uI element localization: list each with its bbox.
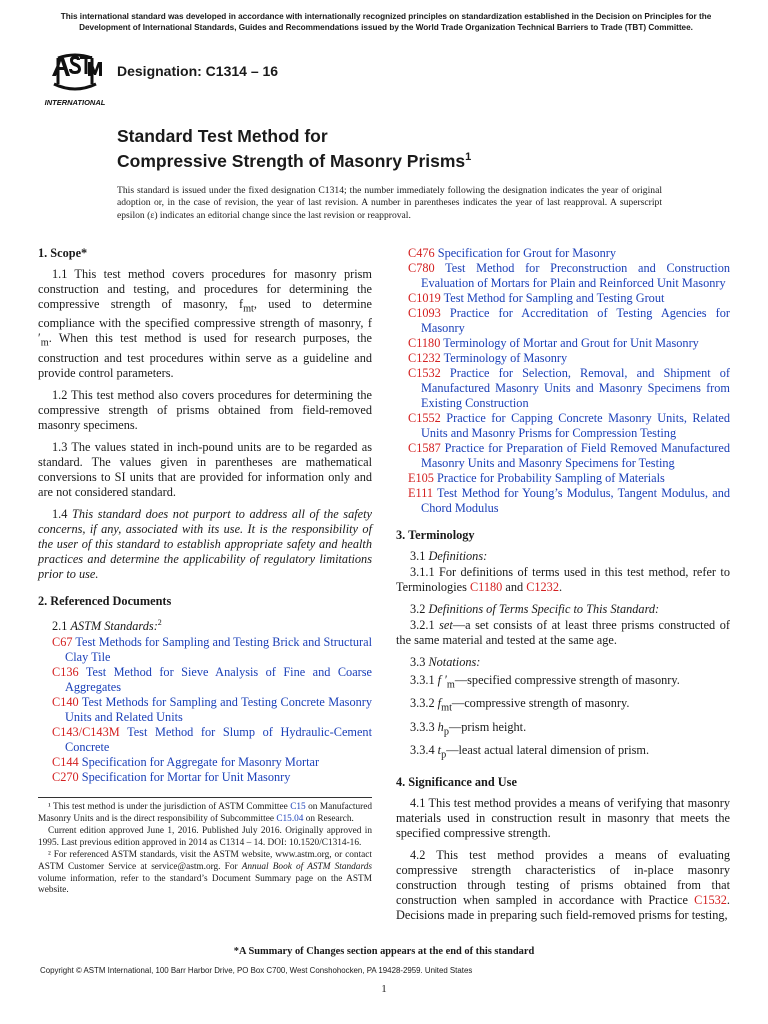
subscript: p — [443, 726, 449, 738]
notation-item — [396, 696, 730, 715]
notation-item — [396, 673, 730, 692]
footnotes — [38, 797, 372, 898]
reference-item[interactable] — [408, 291, 730, 306]
scope-1-4-text: This standard does not purport to address all of the safety concerns, if any, associated with its use. It is the responsibility of the user of this standard to establish appropriate safety and health practices and determine the applicability of regulatory limitations prior to use. — [38, 506, 372, 581]
reference-code[interactable]: E105 — [408, 471, 434, 485]
reference-code[interactable]: C1552 — [408, 411, 441, 425]
footnote-text: on Manufactured Masonry Units and is the direct responsibility of Subcommittee — [38, 802, 372, 824]
summary-of-changes-note: *A Summary of Changes section appears at the end of this standard — [233, 946, 535, 957]
page-number: 1 — [381, 983, 387, 995]
reference-code[interactable]: C136 — [52, 665, 79, 679]
reference-title[interactable]: Test Method for Sieve Analysis of Fine and Coarse Aggregates — [65, 665, 372, 694]
reference-code[interactable]: C780 — [408, 261, 435, 275]
paragraph-text: . Decisions made in preparing such field-removed prisms for testing, — [396, 892, 730, 922]
definition: —compressive strength of masonry. — [451, 696, 630, 711]
paragraph-text: and — [502, 580, 527, 594]
reference-item[interactable] — [52, 635, 372, 665]
section-number: 3.3.3 — [410, 719, 438, 734]
definition: —prism height. — [448, 719, 527, 734]
reference-code[interactable]: C1180 — [408, 336, 441, 350]
reference-title[interactable]: Practice for Accreditation of Testing Agencies for Masonry — [421, 306, 730, 335]
scope-1-1-text-c: . When this test method is used for research purposes, the construction and test procedures within serve as a guideline and provide control parameters. — [38, 331, 372, 380]
reference-title[interactable]: Terminology of Mortar and Grout for Unit Masonry — [440, 336, 699, 350]
subscript: m — [40, 337, 49, 349]
subscript: p — [441, 749, 447, 761]
title-line-1: Standard Test Method for — [117, 126, 328, 146]
reference-title[interactable]: Test Method for Sampling and Testing Grout — [440, 291, 665, 305]
reference-title[interactable]: Test Method for Preconstruction and Construction Evaluation of Mortars for Plain and Reinforced Unit Masonry — [421, 261, 730, 290]
scope-heading: 1. Scope* — [38, 246, 88, 260]
reference-code[interactable]: C1093 — [408, 306, 441, 320]
reference-item[interactable] — [408, 486, 730, 516]
scope-1-1 — [38, 267, 372, 381]
reference-list-left — [38, 635, 372, 785]
term: set — [439, 618, 453, 632]
issue-note: This standard is issued under the fixed designation C1314; the number immediately following the designation indicates the year of original adoption or, in the case of revision, the year of last revision. A number in parentheses indicates the year of last reapproval. A superscript epsilon (ε) indicates an editorial change since the last revision or reapproval. — [117, 185, 662, 221]
reference-title[interactable]: Specification for Mortar for Unit Masonry — [78, 770, 291, 784]
reference-code[interactable]: C67 — [52, 635, 73, 649]
symbol: h — [437, 719, 444, 734]
section-number: 3.3 — [410, 655, 429, 669]
symbol: f ′ — [437, 673, 447, 687]
significance-4-1: 4.1 This test method provides a means of verifying that masonry materials used in construction result in masonry that meets the specified compressive strength. — [396, 795, 730, 840]
title-footnote-mark: 1 — [465, 151, 472, 163]
scope-1-2: 1.2 This test method also covers procedures for determining the compressive strength of prisms obtained from field-removed masonry specimens. — [38, 387, 372, 432]
definition: —specified compressive strength of masonry. — [454, 673, 680, 687]
committee-link[interactable]: C15 — [290, 802, 306, 812]
reference-title[interactable]: Practice for Capping Concrete Masonry Units, Related Units and Masonry Prisms for Compression Testing — [421, 411, 730, 440]
international-standard-notice: This international standard was developed in accordance with internationally recognized principles on standardization established in the Decision on Principles for the Development of International Standards, Guides and Recommendations issued by the World Trade Organization Technical Barriers to Trade (TBT) Committee. — [60, 12, 712, 32]
section-number: 3.1 — [410, 549, 429, 563]
terminology-3-1-1 — [396, 565, 730, 595]
reference-code[interactable]: C1532 — [694, 892, 727, 907]
section-number: 3.3.1 — [410, 673, 438, 687]
footnote-1 — [38, 802, 372, 825]
reference-code[interactable]: C1232 — [408, 351, 441, 365]
symbol: t — [437, 743, 442, 758]
definition: —a set consists of at least three prisms constructed of the same material and tested at the same age. — [396, 618, 730, 647]
terminology-heading: 3. Terminology — [396, 528, 475, 542]
reference-item[interactable] — [408, 336, 730, 351]
paragraph-text: . — [558, 580, 563, 594]
reference-title[interactable]: Specification for Grout for Masonry — [434, 246, 616, 260]
reference-item[interactable] — [408, 261, 730, 291]
references-heading: 2. Referenced Documents — [38, 593, 172, 608]
section-number: 3.2.1 — [410, 618, 440, 632]
terminology-3-1 — [396, 549, 730, 564]
scope-1-1-text-b: , used to determine compliance with the specified compressive strength of masonry, f ′ — [38, 297, 372, 346]
paragraph-text: 4.2 This test method provides a means of evaluating compressive strength characteristics of in-place masonry construction through testing of prisms obtained from that construction when sampled in accordance with Practice — [396, 847, 730, 907]
reference-list-right — [396, 246, 730, 516]
footnote-mark: 2 — [157, 617, 162, 627]
terminology-3-3 — [396, 655, 730, 670]
subheading-text: ASTM Standards: — [70, 619, 158, 633]
footnote-text: on Research. — [303, 813, 354, 824]
section-title: Definitions of Terms Specific to This Standard: — [428, 602, 660, 616]
logo-text: INTERNATIONAL — [44, 98, 106, 107]
astm-logo-icon — [40, 50, 110, 108]
reference-item[interactable] — [52, 695, 372, 725]
reference-item[interactable] — [52, 755, 372, 770]
reference-code[interactable]: C476 — [408, 246, 435, 260]
title-text: Compressive Strength of Masonry Prisms — [117, 150, 466, 171]
terminology-3-2 — [396, 602, 730, 617]
subscript: mt — [243, 303, 254, 315]
paragraph-text: 3.1.1 For definitions of terms used in this test method, refer to Terminologies — [396, 565, 730, 594]
reference-title[interactable]: Test Methods for Sampling and Testing Brick and Structural Clay Tile — [65, 635, 372, 664]
scope-1-1-text-a: 1.1 This test method covers procedures for masonry prism construction and testing, and procedures for determining the compressive strength of masonry, f — [38, 267, 372, 311]
reference-title[interactable]: Test Methods for Sampling and Testing Concrete Masonry Units and Related Units — [65, 695, 372, 724]
astm-standards-subheading — [38, 615, 372, 634]
subscript: m — [446, 679, 455, 691]
reference-item[interactable] — [408, 366, 730, 411]
scope-1-4-number: 1.4 — [52, 506, 72, 521]
reference-title[interactable]: Test Method for Young’s Modulus, Tangent Modulus, and Chord Modulus — [421, 486, 730, 515]
reference-item[interactable] — [408, 471, 730, 486]
reference-title[interactable]: Practice for Preparation of Field Removed Manufactured Masonry Units and Masonry Specimens for Testing — [421, 441, 730, 470]
reference-title[interactable]: Terminology of Masonry — [440, 351, 568, 365]
reference-item[interactable] — [408, 351, 730, 366]
reference-title[interactable]: Practice for Probability Sampling of Materials — [433, 471, 665, 485]
terminology-3-2-1 — [396, 618, 730, 648]
reference-code[interactable]: C1019 — [408, 291, 441, 305]
footnote-1-approval: Current edition approved June 1, 2016. Published July 2016. Originally approved in 1995. Last previous edition approved in 2014 as C1314 – 14. DOI: 10.1520/C1314-16. — [38, 826, 372, 848]
section-number: 3.3.4 — [410, 743, 438, 758]
reference-code[interactable]: C143/C143M — [52, 725, 120, 739]
reference-code[interactable]: C140 — [52, 695, 79, 709]
reference-title[interactable]: Practice for Selection, Removal, and Shipment of Manufactured Masonry Units and Masonry Specimens from Existing Construction — [421, 366, 730, 410]
reference-item[interactable] — [408, 441, 730, 471]
reference-code[interactable]: E111 — [408, 486, 434, 500]
reference-title[interactable]: Specification for Aggregate for Masonry Mortar — [78, 755, 320, 769]
right-column — [396, 246, 730, 930]
subscript: mt — [441, 702, 452, 714]
reference-code[interactable]: C1180 — [469, 580, 503, 594]
reference-code[interactable]: C144 — [52, 755, 79, 769]
section-number: 3.3.2 — [410, 696, 438, 711]
footnote-text: ² For referenced ASTM standards, visit the ASTM website, www.astm.org, or contact ASTM Customer Service at service@astm.org. For — [38, 850, 372, 872]
copyright: Copyright © ASTM International, 100 Barr Harbor Drive, PO Box C700, West Conshohocken, PA 19428-2959. United States — [40, 966, 473, 975]
reference-item[interactable] — [408, 411, 730, 441]
left-column — [38, 246, 372, 785]
title-line-2 — [117, 147, 471, 172]
document-title — [117, 126, 471, 172]
reference-item[interactable] — [408, 246, 730, 261]
significance-4-2 — [396, 848, 730, 923]
footnote-text: ¹ This test method is under the jurisdiction of ASTM Committee — [48, 802, 291, 812]
scope-1-3: 1.3 The values stated in inch-pound units are to be regarded as standard. The values given in parentheses are mathematical conversions to SI units that are provided for information only and are not considered standard. — [38, 439, 372, 499]
subheading-number: 2.1 — [52, 619, 71, 633]
section-number: 3.2 — [410, 602, 429, 616]
symbol: f — [437, 696, 442, 711]
reference-code[interactable]: C1232 — [526, 580, 559, 594]
reference-code[interactable]: C270 — [52, 770, 79, 784]
section-title: Definitions: — [428, 549, 488, 563]
notation-item — [396, 720, 730, 739]
reference-code[interactable]: C1587 — [408, 441, 441, 455]
designation: Designation: C1314 – 16 — [117, 63, 279, 79]
reference-title[interactable]: Test Method for Slump of Hydraulic-Cement Concrete — [65, 725, 372, 754]
footnote-text: volume information, refer to the standard’s Document Summary page on the ASTM website. — [38, 873, 372, 896]
footnote-italic: Annual Book of ASTM Standards — [241, 861, 372, 872]
reference-code[interactable]: C1532 — [408, 366, 441, 380]
reference-item[interactable] — [408, 306, 730, 336]
subcommittee-link[interactable]: C15.04 — [276, 813, 304, 824]
definition: —least actual lateral dimension of prism. — [446, 743, 650, 758]
section-title: Notations: — [428, 655, 481, 669]
reference-item[interactable] — [52, 725, 372, 755]
footnote-2 — [38, 850, 372, 896]
reference-item[interactable] — [52, 770, 372, 785]
reference-item[interactable] — [52, 665, 372, 695]
notation-item — [396, 743, 730, 762]
scope-1-4 — [38, 507, 372, 582]
significance-heading: 4. Significance and Use — [396, 774, 517, 789]
